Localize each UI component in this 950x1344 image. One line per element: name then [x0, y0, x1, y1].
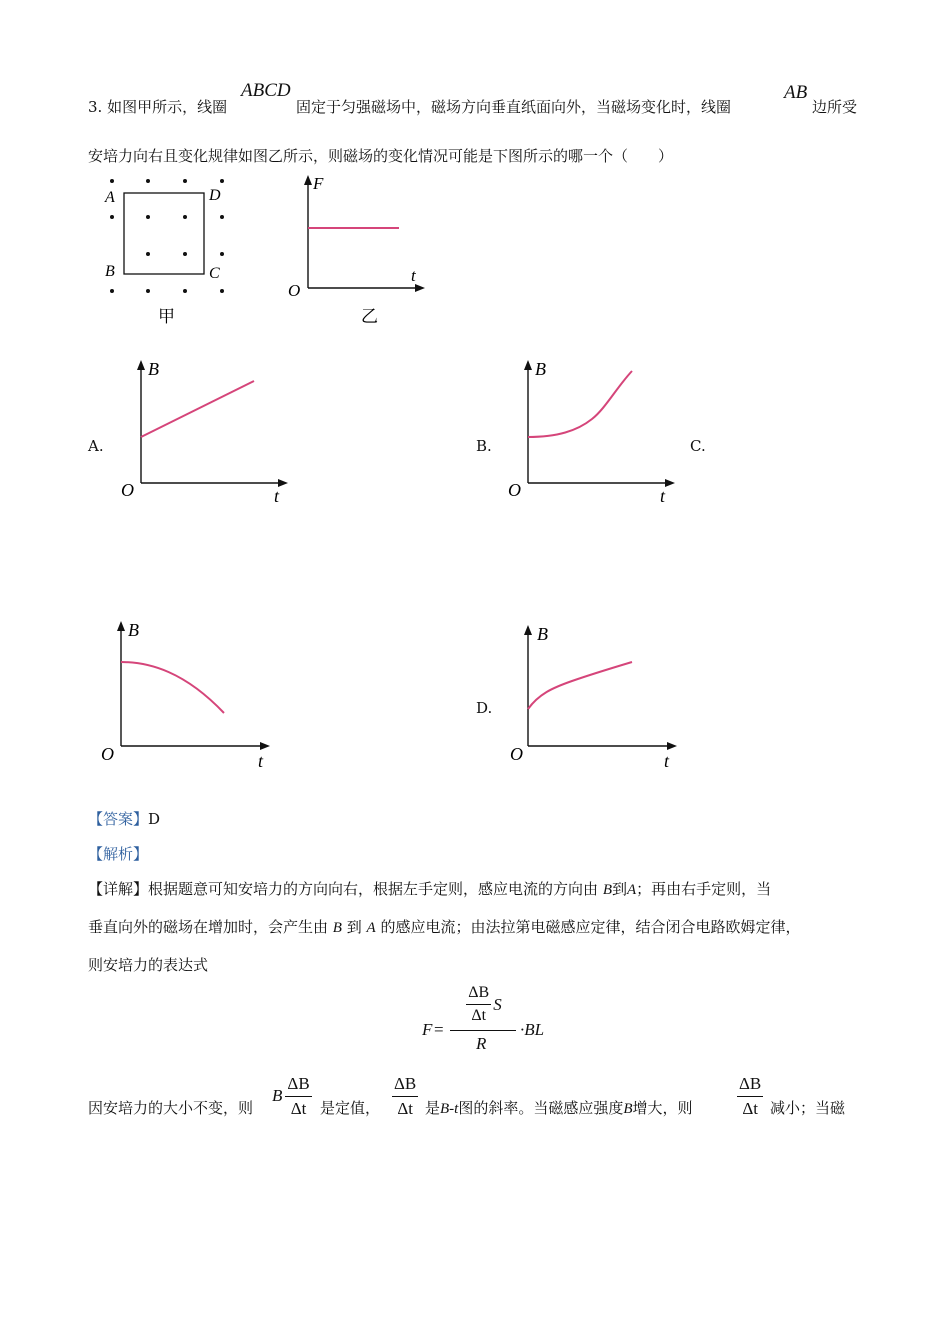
figure-yi [280, 170, 440, 332]
b-concave-curve [528, 662, 632, 709]
side-ab: AB [784, 82, 808, 103]
question-text-1: 如图甲所示，线圈 [107, 98, 228, 116]
b-linear-curve [141, 381, 254, 437]
option-a-label[interactable]: A. [88, 437, 104, 455]
question-text-2: 固定于匀强磁场中，磁场方向垂直纸面向外，当磁场变化时，线圈 [296, 98, 732, 116]
option-c-label[interactable]: C. [690, 437, 706, 455]
question-number: 3. [88, 98, 103, 116]
axis-f: F [313, 174, 324, 193]
analysis-tag: 【解析】 [88, 845, 149, 863]
label-a: A [105, 189, 115, 206]
conclusion-text-4: 减小；当磁 [770, 1099, 846, 1117]
axis-t: t [660, 486, 666, 506]
delta-b-over-delta-t: $\frac{\Delta B}{\Delta t}$ [394, 1073, 417, 1118]
figure-jia [95, 172, 245, 332]
detail-line-1 [88, 878, 771, 899]
axis-t: t [411, 266, 416, 285]
answer-tag: 【答案】 [88, 810, 149, 828]
option-c-graph[interactable] [90, 616, 280, 771]
y-arrow [304, 175, 312, 185]
formula-eq: = [434, 1020, 444, 1039]
b-decreasing-curve [121, 662, 224, 713]
question-line-1 [88, 96, 227, 117]
slope-fraction [392, 1070, 418, 1122]
detail-line-3: 则安培力的表达式 [88, 956, 209, 974]
var-b: B [623, 1101, 633, 1117]
origin-o: O [288, 281, 301, 300]
axis-t: t [258, 751, 264, 771]
detail-tag: 【详解】 [88, 880, 149, 898]
conclusion-text-1: 因安培力的大小不变，则 [88, 1099, 254, 1117]
detail-text: 到 [611, 880, 627, 898]
var-a: A [366, 920, 376, 936]
option-b-label[interactable]: B. [476, 437, 492, 455]
conclusion-text-2: 是定值， [320, 1099, 381, 1117]
axis-t: t [664, 751, 670, 771]
label-c: C [209, 265, 220, 282]
detail-text: 的感应电流；由法拉第电磁感应定律，结合闭合电路欧姆定律， [380, 918, 801, 936]
detail-text: ；再由右手定则，当 [636, 880, 772, 898]
formula-inner-fraction: $\frac{\Delta B}{\Delta t}$ [468, 984, 490, 1024]
question-line-2: 安培力向右且变化规律如图乙所示，则磁场的变化情况可能是下图所示的哪一个（ ） [88, 147, 674, 165]
var-a: A [627, 882, 637, 898]
b-t-graph-label: B-t [440, 1101, 459, 1117]
axis-b: B [537, 624, 548, 644]
slope-fraction-2 [737, 1070, 763, 1122]
answer-value: D [148, 810, 161, 828]
option-d-graph[interactable] [497, 620, 687, 775]
detail-text: 到 [346, 918, 362, 936]
question-text-3: 边所受 [812, 98, 858, 116]
formula-tail: ·BL [520, 1020, 545, 1039]
formula-fraction-bar [450, 1030, 516, 1031]
formula-s: S [493, 994, 502, 1014]
detail-line-2 [88, 916, 801, 937]
formula-outer-numerator [450, 984, 518, 1025]
answer-line [88, 808, 160, 829]
axis-t: t [274, 486, 280, 506]
delta-b-over-delta-t: $\frac{\Delta B}{\Delta t}$ [287, 1073, 310, 1118]
detail-text: 垂直向外的磁场在增加时，会产生由 [88, 918, 329, 936]
ampere-force-formula [422, 984, 545, 1056]
b-convex-curve [528, 371, 632, 437]
axis-b: B [535, 359, 546, 379]
magnetic-field-dots [110, 179, 224, 293]
option-b-graph[interactable] [497, 355, 687, 510]
coil-abcd: ABCD [241, 80, 291, 101]
x-arrow [415, 284, 425, 292]
formula-r: R [476, 1034, 487, 1053]
label-d: D [209, 187, 221, 204]
conclusion-b-fraction [272, 1070, 312, 1122]
detail-text: 根据题意可知安培力的方向向右，根据左手定则，感应电流的方向由 [148, 880, 599, 898]
origin-o: O [510, 744, 523, 764]
origin-o: O [101, 744, 114, 764]
label-b: B [105, 263, 115, 280]
formula-f: F [422, 1020, 433, 1039]
delta-b-over-delta-t: $\frac{\Delta B}{\Delta t}$ [739, 1073, 762, 1118]
option-d-label[interactable]: D. [476, 699, 493, 717]
origin-o: O [508, 480, 521, 500]
origin-o: O [121, 480, 134, 500]
axis-b: B [128, 620, 139, 640]
caption-yi: 乙 [361, 307, 378, 326]
var-b: B [272, 1086, 283, 1105]
coil-square [124, 193, 204, 274]
caption-jia: 甲 [158, 307, 175, 326]
axis-b: B [148, 359, 159, 379]
conclusion-text-3: 是B-t图的斜率。当磁感应强度B增大，则 [425, 1099, 693, 1117]
option-a-graph[interactable] [110, 355, 300, 510]
var-b: B [602, 882, 612, 898]
var-b: B [332, 920, 342, 936]
